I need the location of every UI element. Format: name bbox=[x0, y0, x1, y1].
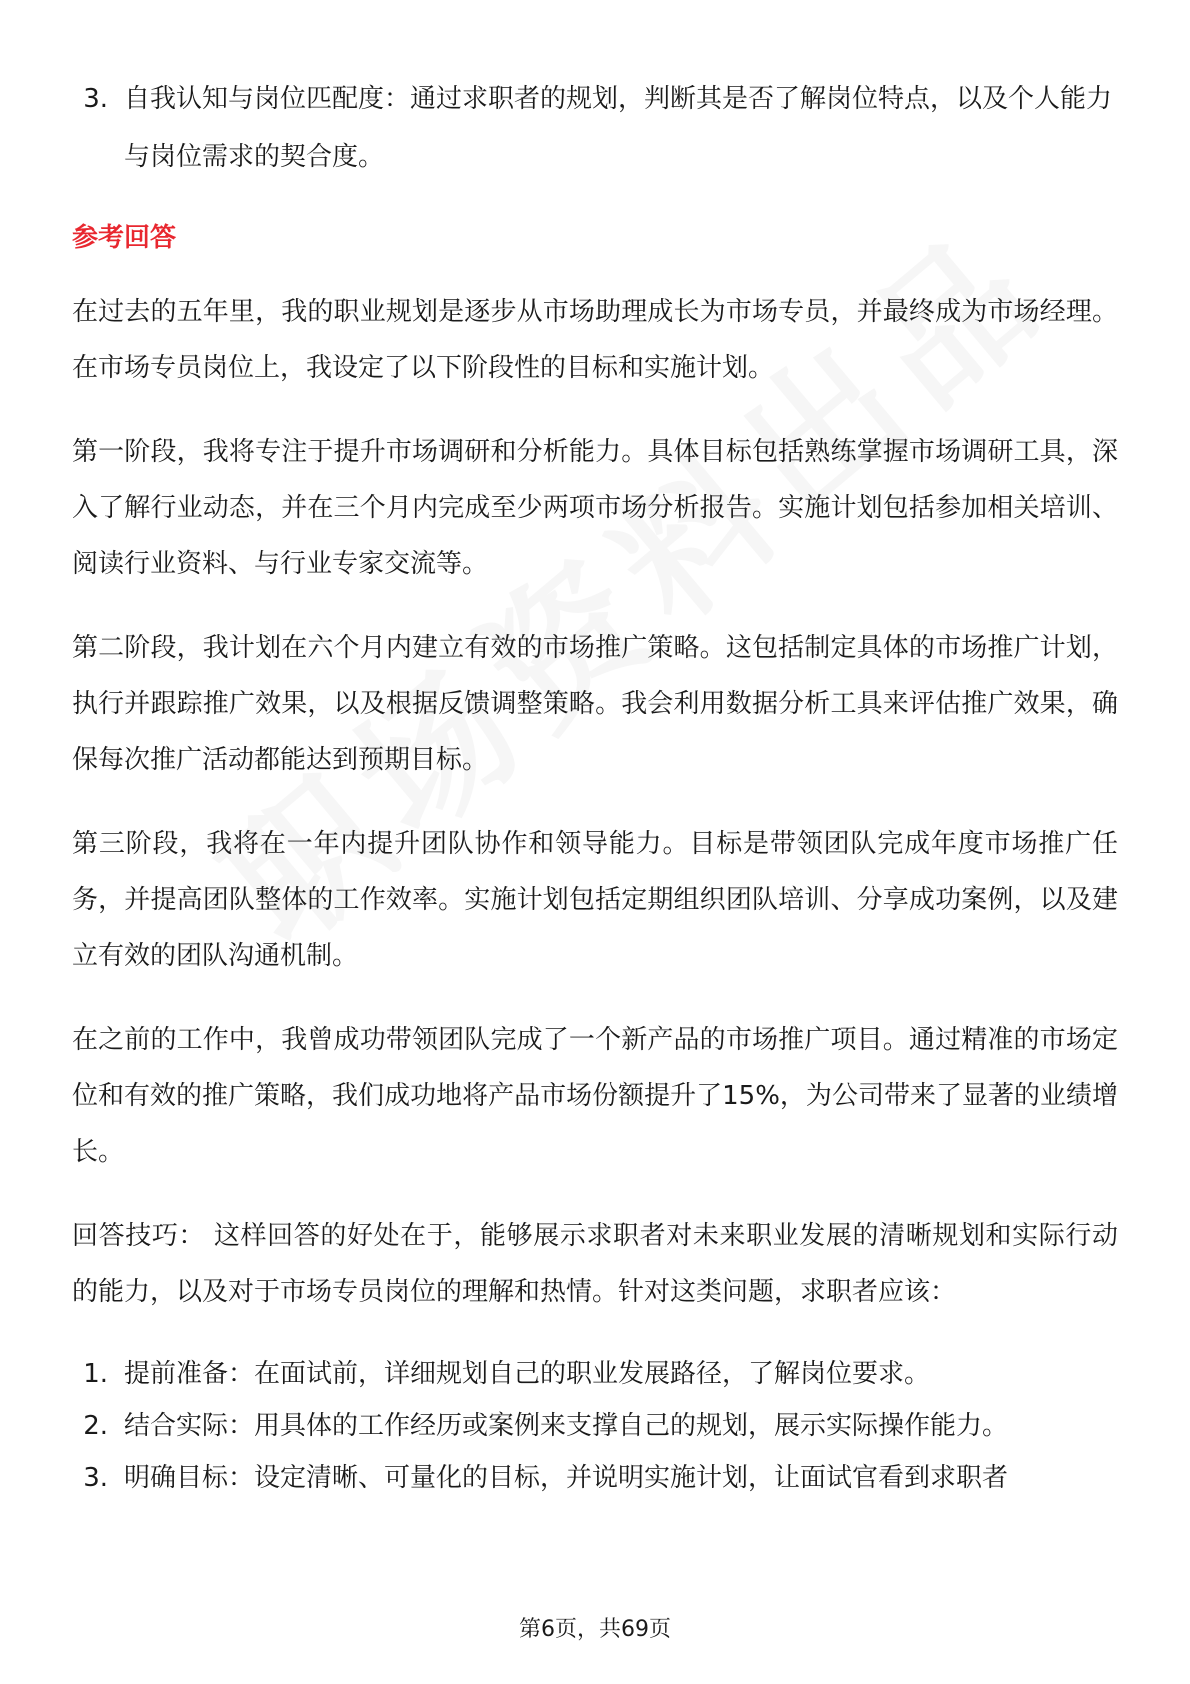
list-item bbox=[72, 1452, 1118, 1504]
list-item-text: 明确目标：设定清晰、可量化的目标，并说明实施计划，让面试官看到求职者 bbox=[124, 1463, 1009, 1493]
reference-answer-heading: 参考回答 bbox=[72, 223, 177, 253]
tips-list bbox=[72, 1348, 1118, 1504]
list-item bbox=[72, 70, 1118, 186]
page-footer: 第6页，共69页 bbox=[519, 1617, 671, 1642]
list-item bbox=[72, 1348, 1118, 1400]
answer-tips-paragraph: 回答技巧： 这样回答的好处在于，能够展示求职者对未来职业发展的清晰规划和实际行动的能力，以及对于市场专员岗位的理解和热情。针对这类问题，求职者应该： bbox=[72, 1221, 1118, 1307]
list-item-text: 结合实际：用具体的工作经历或案例来支撑自己的规划，展示实际操作能力。 bbox=[124, 1411, 1009, 1441]
list-item-number: 2. bbox=[83, 1411, 108, 1441]
paragraph: 第一阶段，我将专注于提升市场调研和分析能力。具体目标包括熟练掌握市场调研工具，深入了解行业动态，并在三个月内完成至少两项市场分析报告。实施计划包括参加相关培训、阅读行业资料、与行业专家交流等。 bbox=[72, 437, 1118, 579]
page-content bbox=[72, 70, 1118, 1504]
list-item-text: 提前准备：在面试前，详细规划自己的职业发展路径，了解岗位要求。 bbox=[124, 1359, 931, 1389]
list-item-number: 1. bbox=[83, 1359, 108, 1389]
paragraph: 在之前的工作中，我曾成功带领团队完成了一个新产品的市场推广项目。通过精准的市场定位和有效的推广策略，我们成功地将产品市场份额提升了15%，为公司带来了显著的业绩增长。 bbox=[72, 1025, 1118, 1167]
paragraph: 第二阶段，我计划在六个月内建立有效的市场推广策略。这包括制定具体的市场推广计划，执行并跟踪推广效果，以及根据反馈调整策略。我会利用数据分析工具来评估推广效果，确保每次推广活动都能达到预期目标。 bbox=[72, 633, 1118, 775]
list-item bbox=[72, 1400, 1118, 1452]
list-item-number: 3. bbox=[83, 1463, 108, 1493]
paragraph: 在过去的五年里，我的职业规划是逐步从市场助理成长为市场专员，并最终成为市场经理。在市场专员岗位上，我设定了以下阶段性的目标和实施计划。 bbox=[72, 297, 1118, 383]
paragraph: 第三阶段，我将在一年内提升团队协作和领导能力。目标是带领团队完成年度市场推广任务，并提高团队整体的工作效率。实施计划包括定期组织团队培训、分享成功案例，以及建立有效的团队沟通机制。 bbox=[72, 829, 1118, 971]
list-item-number: 3. bbox=[83, 84, 108, 114]
list-item-text: 自我认知与岗位匹配度：通过求职者的规划，判断其是否了解岗位特点，以及个人能力与岗位需求的契合度。 bbox=[124, 84, 1113, 172]
